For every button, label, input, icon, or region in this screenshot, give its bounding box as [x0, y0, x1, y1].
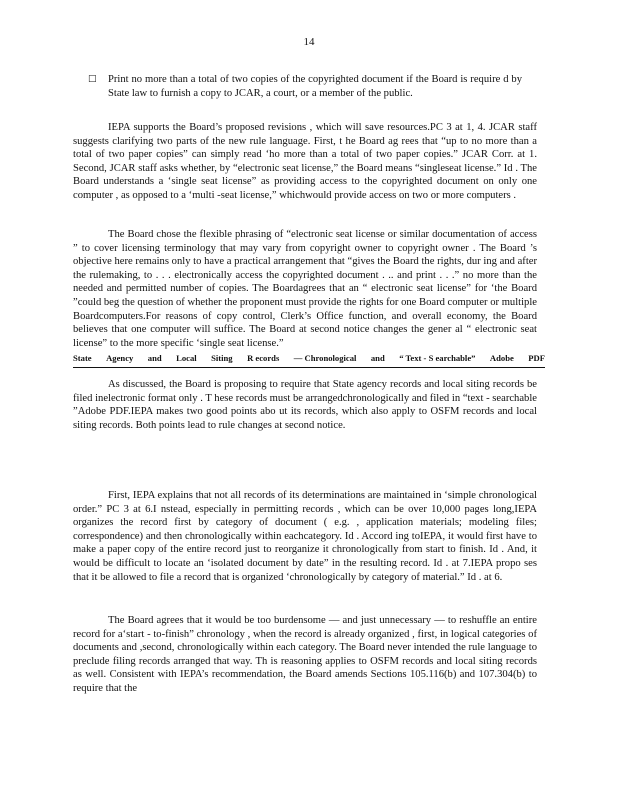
heading-word: — Chronological: [293, 353, 357, 363]
bullet-item: [88, 73, 522, 100]
paragraph-iepa-supports: IEPA supports the Board’s proposed revisions , which will save resources.PC 3 at 1, 4. JCAR staff suggests clarifying two parts of the new rule language. First, t he Board ag rees that “up to no more than a total of two paper copies” can simply read ‘ho more than a total of two paper copies.” JCAR Corr. at 1. Second, JCAR staff asks whether, by “electronic seat license,” the Board means “singleseat license.” Id . The Board understands a ‘single seat license” as providing access to the copyrighted document on only one computer , as opposed to a ‘multi -seat license,” whichwould provide access on two or more computers .: [73, 122, 537, 201]
paragraph-as-discussed: As discussed, the Board is proposing to require that State agency records and local siting records be filed inelectronic format only . T hese records must be arrangedchronologically and filed in “text - searchable ”Adobe PDF.IEPA makes two good points abo ut its records, which also apply to OSFM records and local siting records. Both points lead to rule changes at second notice.: [73, 379, 537, 431]
heading-word: Agency: [106, 353, 134, 363]
heading-word: PDF: [528, 353, 545, 363]
section-heading: [73, 352, 545, 368]
page-number: 14: [303, 36, 315, 48]
heading-word: Adobe: [489, 353, 514, 363]
heading-word: R ecords: [247, 353, 280, 363]
paragraph-first-iepa-explains: First, IEPA explains that not all records of its determinations are maintained in ‘simple chronological order.” PC 3 at 6.I nstead, especially in permitting records , which can be over 10,000 pages long,IEPA organizes the record first by category of document ( e.g. , application materials; modeling files; correspondence) and then chronologically within eachcategory. Id . Accord ing toIEPA, it would first have to make a paper copy of the entire record just to reorganize it chronologically from start to finish. Id . And, it would be difficult to locate an ‘isolated document by date” in the resulting record. Id . at 7.IEPA propo ses that it be allowed to file a record that is organized ‘chronologically by category of material.” Id . at 6.: [73, 490, 537, 583]
square-bullet-icon: □: [88, 74, 97, 84]
heading-word: State: [73, 353, 92, 363]
heading-word: Local: [176, 353, 197, 363]
heading-word: and: [370, 353, 385, 363]
paragraph-board-agrees: The Board agrees that it would be too burdensome — and just unnecessary — to reshuffle an entire record for a‘start - to-finish” chronology , when the record is already organized , first, in logical categories of documents and ,second, chronologically within each category. The Board never intended the rule language to preclude filing records arranged that way. Th is reasoning applies to OSFM records and local siting records as well. Consistent with IEPA’s recommendation, the Board amends Sections 105.116(b) and 107.304(b) to require that the: [73, 615, 537, 694]
bullet-text: Print no more than a total of two copies of the copyrighted document if the Board is require d by State law to furnish a copy to JCAR, a court, or a member of the public.: [108, 74, 522, 99]
paragraph-flexible-phrasing: The Board chose the flexible phrasing of “electronic seat license or similar documentation of access ” to cover licensing terminology that may vary from copyright owner to copyright owner . The Board ’s objective here remains only to have a practical arrangement that “gives the Board the rights, dur ing and after the rulemaking, to . . . electronically access the copyrighted document . .. and print . . .” no more than the needed and permitted number of copies. The Boardagrees that an “ electronic seat license” for ‘the Board ”could beg the question of whether the proponent must provide the rights for one Board computer or multiple Boardcomputers.For reasons of copy control, Clerk’s Office function, and overall economy, the Board believes that one computer will suffice. The Board at second notice changes the gener al “ electronic seat license” to the more specific ‘single seat license.”: [73, 229, 537, 349]
heading-word: and: [147, 353, 162, 363]
heading-word: “ Text - S earchable”: [399, 353, 476, 363]
heading-word: Siting: [211, 353, 233, 363]
